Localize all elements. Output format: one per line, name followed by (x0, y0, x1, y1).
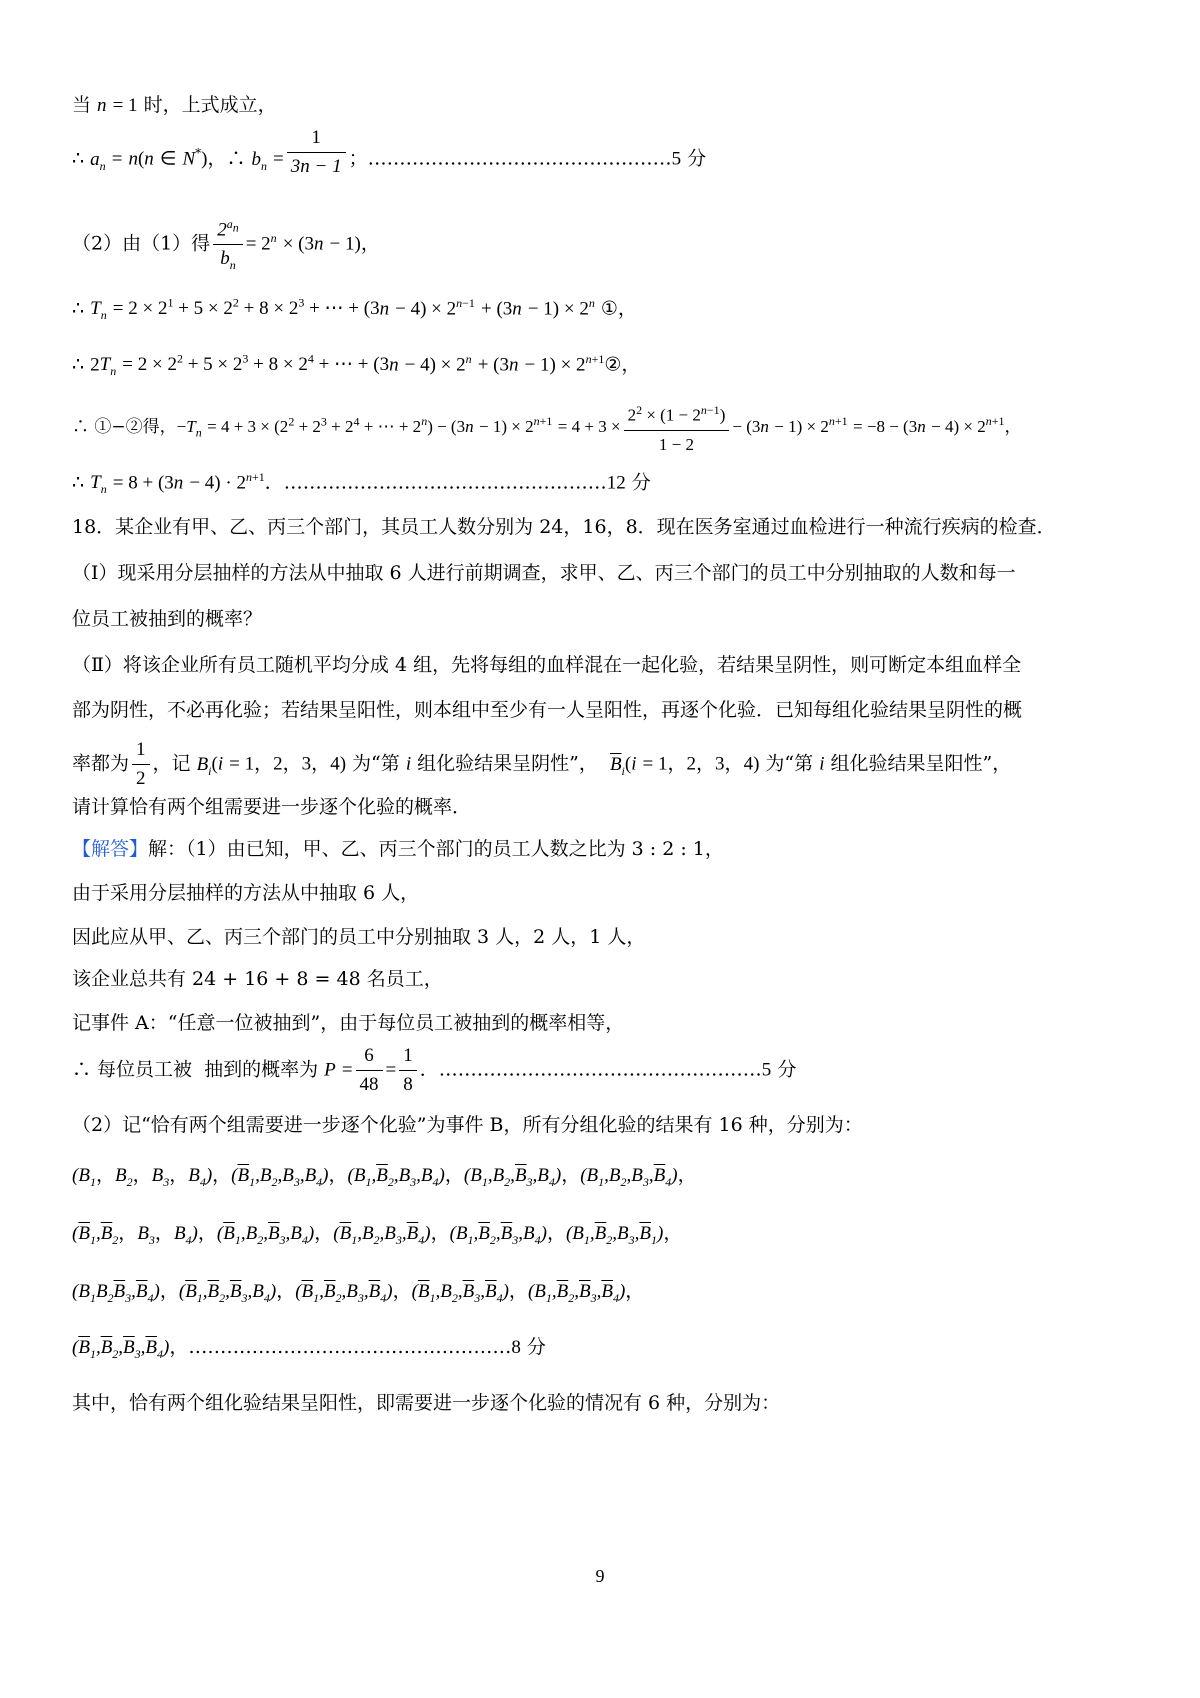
question-18-part1: 位员工被抽到的概率？ (72, 608, 263, 630)
text-line: ∴ $T_n = 2 \times 2^1 + 5 \times 2^2 + 8 \times 2^3$ + ⋯ + $(3n - 4) \times 2^{n-1} + (3n - 1) \times 2^n$ ①， (72, 296, 637, 323)
question-18-part2: 率都为 $\frac{1}{2}$ ，记 $B_i(i = 1$，2，3，4) 为“第 i 组化验结果呈阴性”， $\overline{B}_i(i = 1$，2，3，4) 为“第 i 组化验结果呈阳性”， (72, 739, 1012, 789)
solution-line: 记事件 A：“任意一位被抽到”，由于每位员工被抽到的概率相等， (72, 1012, 625, 1034)
text-line: ∴ $T_n = 8 + (3n - 4) \cdot 2^{n+1}$．……………………………………………12 分 (72, 470, 651, 497)
solution-line: 因此应从甲、乙、丙三个部门的员工中分别抽取 3 人，2 人，1 人， (72, 926, 646, 948)
solution-tag: 【解答】 (72, 838, 149, 860)
question-18-part2: 请计算恰有两个组需要进一步逐个化验的概率． (72, 796, 472, 818)
solution-line: 其中，恰有两个组化验结果呈阳性，即需要进一步逐个化验的情况有 6 种，分别为： (72, 1392, 781, 1414)
question-18-part2: （Ⅱ）将该企业所有员工随机平均分成 4 组，先将每组的血样混在一起化验，若结果呈阴性，则可断定本组血样全 (72, 654, 1022, 676)
solution-text: 解：（1）由已知，甲、乙、丙三个部门的员工人数之比为 3 : 2 : 1， (148, 838, 724, 860)
solution-line: ∴ 每位员工被 抽到的概率为 P = $\frac{6}{48}$ = $\frac{1}{8}$ ．……………………………………………5 分 (72, 1045, 797, 1095)
text-line: ∴ $2T_n = 2 \times 2^2 + 5 \times 2^3 + 8 \times 2^4$ + ⋯ + $(3n - 4) \times 2^n + (3n - 1)$ × $2^{n+1}②$， (72, 352, 641, 379)
solution-line: （2）记“恰有两个组需要进一步逐个化验”为事件 B，所有分组化验的结果有 16 种，分别为： (72, 1114, 863, 1136)
outcome-list: $(\overline{B}_1,\overline{B}_2,\overline{B}_3,\overline{B}_4)$，……………………………………………8 分 (72, 1336, 546, 1361)
outcome-list: ($\overline{B}_1,\overline{B}_2$，$B_3$，$B_4$)，$(\overline{B}_1,B_2,\overline{B}_3,B_4)$，$(\overline{B}_1,B_2,B_3,\overline{B}_4)$，$(B_1,\overline{B}_2,\overline{B}_3,B_4)$，$(B_1,\overline{B}_2,B_3,\overline{B}_1)$， (72, 1222, 683, 1247)
text-line: ∴ $a_n = n(n$ ∈ N*)，∴ $b_n$ = $\frac{1}{3n - 1}$ ；…………………………………………5 分 (72, 127, 707, 177)
text-line: 当 n = 1 时，上式成立， (72, 94, 277, 116)
solution-line: 该企业总共有 24 + 16 + 8 = 48 名员工， (72, 968, 443, 990)
outcome-list: $(B_1B_2\overline{B}_3,\overline{B}_4)$，$(\overline{B}_1,\overline{B}_2,\overline{B}_3,B_4)$，$(\overline{B}_1,\overline{B}_2,B_3,\overline{B}_4)$，$(\overline{B}_1,B_2,\overline{B}_3,\overline{B}_4)$，$(B_1,\overline{B}_2,\overline{B}_3,\overline{B}_4)$， (72, 1280, 645, 1305)
question-18-part1: （Ⅰ）现采用分层抽样的方法从中抽取 6 人进行前期调查，求甲、乙、丙三个部门的员工中分别抽取的人数和每一 (72, 562, 1016, 584)
solution-line (72, 836, 724, 862)
text-line: （2）由（1）得 $\frac{2^{a_n}}{b_n}$ = $2^n \times (3n - 1)$， (72, 212, 380, 277)
question-18-stem: 18．某企业有甲、乙、丙三个部门，其员工人数分别为 24，16，8．现在医务室通过血检进行一种流行疾病的检查． (72, 516, 1056, 538)
text-line: ∴ ①−②得，$-T_n = 4 + 3 \times (2^2 + 2^3 + 2^4$ + ⋯ + $2^n) - (3n - 1) \times 2^{n+1} = 4 + 3$ × $\frac{2^2 \times (1 - 2^{n-1})}{1 - 2}$ − $(3n - 1) \times 2^{n+1} = -8 - (3n - 4) \times 2^{n+1}$， (72, 398, 1022, 457)
solution-line: 由于采用分层抽样的方法从中抽取 6 人， (72, 882, 420, 904)
outcome-list: ($B_1$，$B_2$，$B_3$，$B_4$)，$(\overline{B}_1,B_2,B_3,B_4)$，$(B_1,\overline{B}_2,B_3,B_4)$，$(B_1,B_2,\overline{B}_3,B_4)$，$(B_1,B_2,B_3,\overline{B}_4)$， (72, 1164, 697, 1189)
page-number: 9 (595, 1566, 605, 1586)
question-18-part2: 部为阴性，不必再化验；若结果呈阳性，则本组中至少有一人呈阳性，再逐个化验．已知每组化验结果呈阴性的概 (72, 699, 1023, 721)
